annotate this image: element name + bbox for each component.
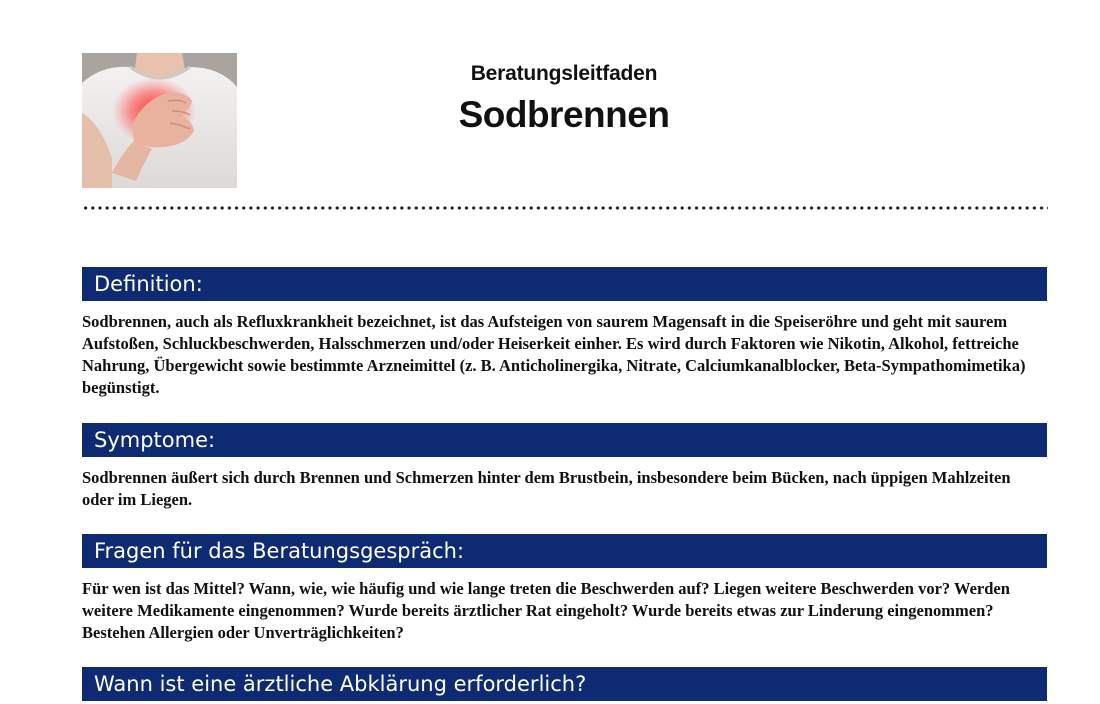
heartburn-illustration-icon	[82, 53, 237, 188]
dotted-divider	[82, 205, 1048, 211]
heartburn-chest-photo	[82, 53, 237, 188]
section-body-definition: Sodbrennen, auch als Refluxkrankheit bezeichnet, ist das Aufsteigen von saurem Magensaft in die Speiseröhre und geht mit saurem Aufstoßen, Schluckbeschwerden, Halsschmerzen und/oder Heiserkeit einher. Es wird durch Faktoren wie Nikotin, Alkohol, fettreiche Nahrung, Übergewicht sowie bestimmte Arzneimittel (z. B. Anticholinergika, Nitrate, Calciumkanalblocker, Beta-Sympathomimetika) begünstigt.	[82, 312, 1026, 397]
section-definition	[82, 267, 1047, 399]
section-heading-beratungsfragen: Fragen für das Beratungsgespräch:	[82, 534, 1047, 568]
section-beratungsfragen	[82, 534, 1047, 644]
section-heading-definition: Definition:	[82, 267, 1047, 301]
section-aerztliche-abklaerung	[82, 667, 1047, 701]
section-symptome	[82, 423, 1047, 511]
document-header	[330, 60, 798, 137]
document-title: Sodbrennen	[458, 94, 670, 135]
section-heading-aerztliche-abklaerung: Wann ist eine ärztliche Abklärung erforderlich?	[82, 667, 1047, 701]
document-subtitle: Beratungsleitfaden	[470, 62, 658, 85]
section-body-beratungsfragen: Für wen ist das Mittel? Wann, wie, wie häufig und wie lange treten die Beschwerden auf? Liegen weitere Beschwerden vor? Werden weitere Medikamente eingenommen? Wurde bereits ärztlicher Rat eingeholt? Wurde bereits etwas zur Linderung eingenommen? Bestehen Allergien oder Unverträglichkeiten?	[82, 579, 1010, 642]
section-body-symptome: Sodbrennen äußert sich durch Brennen und Schmerzen hinter dem Brustbein, insbesondere beim Bücken, nach üppigen Mahlzeiten oder im Liegen.	[82, 468, 1011, 509]
section-heading-symptome: Symptome:	[82, 423, 1047, 457]
